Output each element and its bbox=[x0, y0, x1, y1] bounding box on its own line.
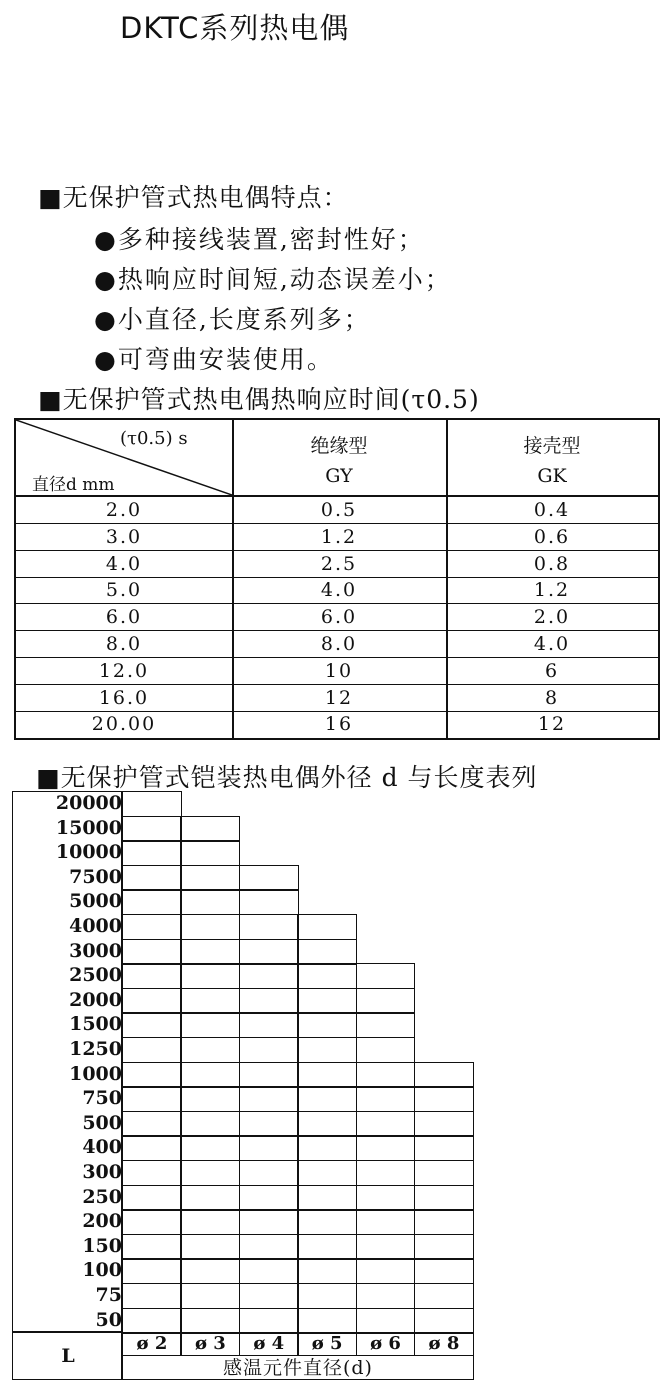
gy-cell: 4.0 bbox=[320, 579, 358, 602]
diameter-cell: 16.0 bbox=[98, 686, 150, 709]
table-row bbox=[16, 577, 658, 604]
length-cell bbox=[122, 1062, 182, 1088]
diameter-label: ø 8 bbox=[428, 1333, 460, 1355]
header-time-label: (τ0.5) s bbox=[120, 428, 188, 449]
length-cell bbox=[122, 1283, 182, 1309]
length-cell bbox=[356, 1234, 416, 1260]
length-cell bbox=[122, 840, 182, 866]
length-cell bbox=[239, 865, 299, 891]
gy-cell: 10 bbox=[324, 659, 354, 682]
length-cell bbox=[356, 1185, 416, 1211]
length-cell bbox=[356, 1209, 416, 1235]
length-cell bbox=[297, 1135, 357, 1161]
gk-cell: 8 bbox=[544, 686, 560, 709]
length-cell bbox=[239, 963, 299, 989]
length-cell bbox=[122, 889, 182, 915]
length-cell bbox=[239, 1160, 299, 1186]
length-value: 4000 bbox=[69, 915, 122, 937]
gy-cell: 12 bbox=[324, 686, 354, 709]
length-cell bbox=[356, 1308, 416, 1334]
length-cell bbox=[297, 1258, 357, 1284]
feature-item: ●小直径,长度系列多； bbox=[94, 305, 371, 334]
length-value: 75 bbox=[95, 1284, 122, 1306]
gk-cell: 4.0 bbox=[533, 633, 571, 655]
length-cell bbox=[414, 1185, 474, 1211]
length-cell bbox=[356, 1258, 416, 1284]
gk-cell: 12 bbox=[537, 713, 567, 736]
length-cell bbox=[122, 1258, 182, 1284]
length-value: 2000 bbox=[69, 988, 122, 1011]
length-cell bbox=[356, 1160, 416, 1186]
table-row bbox=[16, 604, 658, 631]
gk-cell: 2.0 bbox=[533, 606, 571, 629]
length-value: 10000 bbox=[55, 841, 122, 864]
length-value: 150 bbox=[82, 1234, 122, 1257]
gy-cell: 16 bbox=[324, 713, 354, 736]
length-cell bbox=[239, 1086, 299, 1112]
length-cell bbox=[239, 914, 299, 940]
length-cell bbox=[297, 1037, 357, 1063]
gk-cell: 0.4 bbox=[533, 499, 571, 521]
length-cell bbox=[239, 1185, 299, 1211]
length-cell bbox=[122, 963, 182, 989]
length-cell bbox=[180, 889, 240, 915]
length-cell bbox=[122, 1012, 182, 1038]
length-value: 5000 bbox=[69, 890, 122, 913]
length-cell bbox=[122, 1160, 182, 1186]
length-cell bbox=[180, 1111, 240, 1137]
diameter-label: ø 2 bbox=[136, 1333, 168, 1355]
table-row bbox=[16, 497, 658, 524]
length-cell bbox=[122, 988, 182, 1014]
length-cell bbox=[297, 1012, 357, 1038]
length-cell bbox=[122, 1234, 182, 1260]
length-cell bbox=[122, 1111, 182, 1137]
gy-cell: 2.5 bbox=[320, 552, 358, 575]
length-cell bbox=[239, 939, 299, 965]
axis-label: 感温元件直径(d) bbox=[222, 1356, 373, 1379]
length-value: 200 bbox=[82, 1210, 122, 1233]
gk-cell: 0.6 bbox=[533, 525, 571, 548]
length-cell bbox=[297, 1308, 357, 1334]
table-row bbox=[16, 711, 658, 738]
length-cell bbox=[180, 1135, 240, 1161]
length-cell bbox=[356, 1012, 416, 1038]
length-value: 1250 bbox=[69, 1038, 122, 1060]
length-cell bbox=[180, 865, 240, 891]
feature-item: ●热响应时间短,动态误差小； bbox=[94, 265, 452, 294]
length-cell bbox=[356, 1135, 416, 1161]
length-cell bbox=[122, 791, 182, 817]
length-value: 400 bbox=[82, 1136, 122, 1159]
diameter-label: ø 4 bbox=[253, 1333, 285, 1355]
gy-cell: 0.5 bbox=[320, 499, 358, 521]
length-cell bbox=[414, 1234, 474, 1260]
length-value: 1000 bbox=[69, 1062, 122, 1085]
gk-cell: 6 bbox=[544, 659, 560, 682]
diameter-cell: 6.0 bbox=[105, 606, 143, 629]
length-cell bbox=[356, 1037, 416, 1063]
length-cell bbox=[297, 963, 357, 989]
length-cell bbox=[414, 1209, 474, 1235]
table-row bbox=[16, 551, 658, 578]
length-cell bbox=[180, 1258, 240, 1284]
length-cell bbox=[297, 1209, 357, 1235]
length-cell bbox=[239, 1258, 299, 1284]
length-value: 250 bbox=[82, 1185, 122, 1208]
length-cell bbox=[122, 1308, 182, 1334]
table-header bbox=[16, 420, 658, 497]
length-cell bbox=[180, 1185, 240, 1211]
length-cell bbox=[239, 1012, 299, 1038]
length-cell bbox=[122, 1037, 182, 1063]
length-cell bbox=[356, 1283, 416, 1309]
length-cell bbox=[239, 1062, 299, 1088]
table-row bbox=[16, 524, 658, 551]
gk-cell: 1.2 bbox=[533, 579, 571, 602]
length-table bbox=[12, 791, 478, 1383]
diameter-label: ø 6 bbox=[370, 1333, 401, 1355]
length-value: 20000 bbox=[55, 792, 122, 814]
header-gk-name: 接壳型 bbox=[523, 435, 581, 457]
diameter-cell: 4.0 bbox=[105, 552, 143, 575]
length-cell bbox=[180, 816, 240, 842]
length-cell bbox=[297, 1234, 357, 1260]
diameter-cell: 8.0 bbox=[105, 633, 143, 655]
length-cell bbox=[239, 988, 299, 1014]
feature-item: ●多种接线装置,密封性好； bbox=[94, 225, 425, 254]
header-gk-code: GK bbox=[537, 465, 567, 487]
length-value: 50 bbox=[95, 1308, 122, 1331]
length-cell bbox=[414, 1283, 474, 1309]
length-cell bbox=[356, 1062, 416, 1088]
gy-cell: 8.0 bbox=[320, 633, 358, 655]
diameter-header-cell bbox=[356, 1332, 416, 1356]
length-cell bbox=[122, 1135, 182, 1161]
table-row bbox=[16, 685, 658, 712]
length-cell bbox=[297, 939, 357, 965]
length-cell bbox=[180, 1160, 240, 1186]
length-cell bbox=[122, 865, 182, 891]
length-cell bbox=[122, 1209, 182, 1235]
length-cell bbox=[180, 1012, 240, 1038]
length-value: 2500 bbox=[69, 964, 122, 987]
diameter-header-cell bbox=[297, 1332, 357, 1356]
length-cell bbox=[414, 1135, 474, 1161]
diameter-header-cell bbox=[239, 1332, 299, 1356]
length-cell bbox=[180, 963, 240, 989]
table-body bbox=[16, 497, 658, 738]
diameter-cell: 5.0 bbox=[105, 579, 143, 602]
length-cell bbox=[356, 1086, 416, 1112]
feature-item: ●可弯曲安装使用。 bbox=[94, 345, 334, 374]
l-label-cell bbox=[12, 1332, 122, 1380]
length-cell bbox=[180, 1209, 240, 1235]
length-cell bbox=[180, 1308, 240, 1334]
length-cell bbox=[239, 1037, 299, 1063]
length-value: 15000 bbox=[55, 816, 122, 839]
diameter-label: ø 3 bbox=[194, 1333, 226, 1355]
length-cell bbox=[356, 988, 416, 1014]
length-cell bbox=[239, 1283, 299, 1309]
length-cell bbox=[414, 1258, 474, 1284]
diameter-cell: 20.00 bbox=[91, 713, 157, 736]
gy-cell: 1.2 bbox=[320, 525, 358, 548]
features-heading: ■无保护管式热电偶特点： bbox=[38, 183, 349, 212]
length-cell bbox=[239, 1234, 299, 1260]
diameter-cell: 3.0 bbox=[105, 525, 143, 548]
length-cell bbox=[122, 816, 182, 842]
length-cell bbox=[414, 1160, 474, 1186]
length-cell bbox=[122, 1185, 182, 1211]
l-label: L bbox=[61, 1345, 75, 1368]
length-cell bbox=[297, 914, 357, 940]
response-heading: ■无保护管式热电偶热响应时间(τ0.5) bbox=[38, 385, 480, 414]
header-gy-code: GY bbox=[325, 465, 353, 487]
gy-cell: 6.0 bbox=[320, 606, 358, 629]
length-cell bbox=[297, 1160, 357, 1186]
length-value: 300 bbox=[82, 1161, 122, 1183]
length-cell bbox=[239, 889, 299, 915]
length-cell bbox=[122, 1086, 182, 1112]
length-cell bbox=[414, 1086, 474, 1112]
length-cell bbox=[239, 1135, 299, 1161]
length-cell bbox=[180, 1234, 240, 1260]
table-row bbox=[16, 658, 658, 685]
length-cell bbox=[297, 1283, 357, 1309]
header-diameter-label: 直径d mm bbox=[32, 475, 115, 495]
length-cell bbox=[180, 1062, 240, 1088]
length-cell bbox=[180, 1086, 240, 1112]
length-cell bbox=[239, 1308, 299, 1334]
length-cell bbox=[180, 1283, 240, 1309]
length-cell bbox=[414, 1308, 474, 1334]
table-row bbox=[16, 631, 658, 658]
header-gy-name: 绝缘型 bbox=[310, 435, 368, 457]
length-cell bbox=[180, 939, 240, 965]
length-cell bbox=[297, 1086, 357, 1112]
length-cell bbox=[180, 840, 240, 866]
length-cell bbox=[122, 914, 182, 940]
diameter-label: ø 5 bbox=[311, 1333, 343, 1355]
length-cell bbox=[297, 1111, 357, 1137]
length-value: 1500 bbox=[69, 1013, 122, 1036]
length-cell bbox=[414, 1111, 474, 1137]
diameter-cell: 2.0 bbox=[105, 499, 143, 521]
page-title: DKTC系列热电偶 bbox=[120, 11, 350, 45]
length-cell bbox=[414, 1062, 474, 1088]
length-value: 100 bbox=[82, 1259, 122, 1282]
length-value: 750 bbox=[82, 1087, 122, 1110]
length-cell bbox=[239, 1209, 299, 1235]
response-time-table bbox=[14, 418, 660, 740]
length-cell bbox=[180, 914, 240, 940]
length-cell bbox=[356, 1111, 416, 1137]
length-value: 3000 bbox=[69, 939, 122, 962]
diameter-header-cell bbox=[414, 1332, 474, 1356]
lengths-heading: ■无保护管式铠装热电偶外径 d 与长度表列 bbox=[36, 763, 538, 792]
length-value: 7500 bbox=[69, 865, 122, 888]
length-cell bbox=[297, 1185, 357, 1211]
diameter-cell: 12.0 bbox=[98, 659, 150, 682]
length-cell bbox=[239, 1111, 299, 1137]
length-cell bbox=[180, 988, 240, 1014]
gk-cell: 0.8 bbox=[533, 552, 571, 575]
diameter-header-cell bbox=[180, 1332, 240, 1356]
axis-label-cell bbox=[122, 1355, 474, 1381]
length-cell bbox=[180, 1037, 240, 1063]
length-cell bbox=[297, 988, 357, 1014]
length-cell bbox=[297, 1062, 357, 1088]
diameter-header-cell bbox=[122, 1332, 182, 1356]
length-cell bbox=[122, 939, 182, 965]
length-value: 500 bbox=[82, 1111, 122, 1134]
length-cell bbox=[356, 963, 416, 989]
